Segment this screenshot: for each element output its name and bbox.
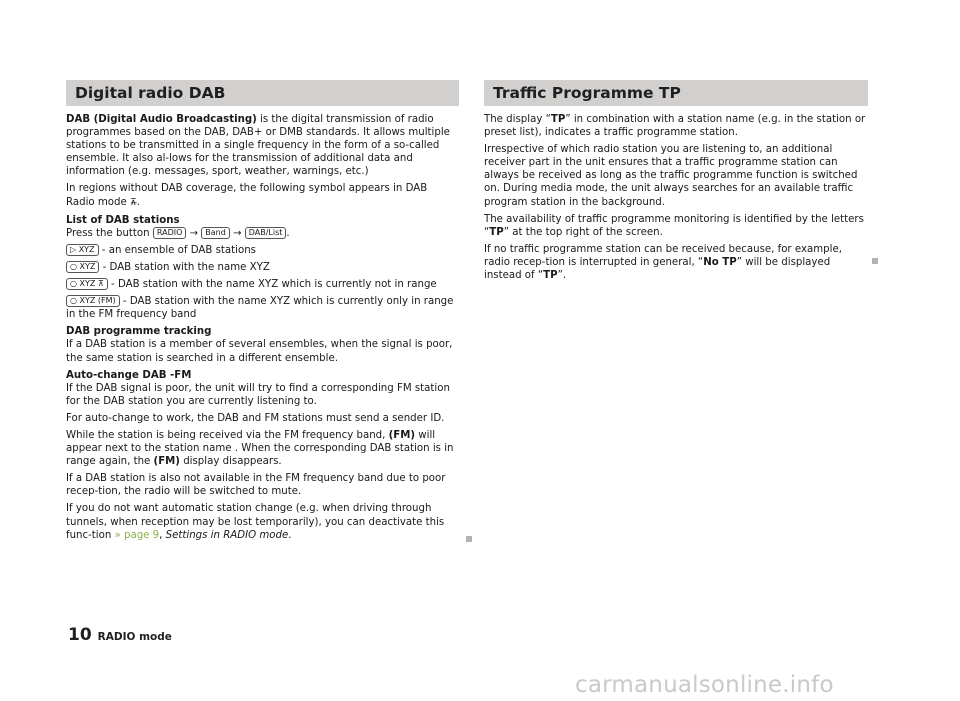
station-icon: ○ <box>70 296 77 306</box>
tp-p4-bold-1: No TP <box>703 256 737 268</box>
fm-text-a: While the station is being received via the FM frequency band, <box>66 429 389 441</box>
right-column <box>484 80 868 286</box>
station-icon: ○ <box>70 261 77 271</box>
sender-text: For auto-change to work, the DAB and FM stations must send a sender ID. <box>66 412 445 424</box>
tp-paragraph-3 <box>484 213 868 239</box>
list-item <box>66 295 459 321</box>
fm-bold: (FM) <box>388 429 416 441</box>
list-item-text: - DAB station with the name XYZ which is currently only in range in the FM frequency band <box>66 296 454 321</box>
tp-paragraph-4 <box>484 243 868 282</box>
list-heading-text: List of DAB stations <box>66 214 180 226</box>
dab-regions <box>66 182 459 209</box>
ensemble-icon: ▷ <box>70 244 77 254</box>
no-signal-icon: ⊼ <box>97 279 104 289</box>
deactivate-text <box>66 502 459 541</box>
fm-text-b: will appear next to the station name . When the corresponding DAB station is in range again, the <box>66 429 454 468</box>
section-title-dab: Digital radio DAB <box>66 80 459 106</box>
tp-p4-c: ”. <box>557 270 567 282</box>
press-instruction <box>66 227 459 240</box>
fm-text-c: display disappears. <box>179 456 282 468</box>
station-key-label: XYZ <box>79 279 96 289</box>
link-separator: , <box>159 529 166 541</box>
tp-paragraph-2: Irrespective of which radio station you are listening to, an additional receiver part in the unit ensures that a traffic programme station can always be received as long as the traffic programme function is switched on. During media mode, the unit always searches for an available traffic program station in the background. <box>484 144 858 208</box>
deactivate-text-body: If you do not want automatic station change (e.g. when driving through tunnels, when reception may be lost temporarily), you can deactivate this func-tion <box>66 503 445 541</box>
list-item <box>66 278 459 291</box>
band-key[interactable]: Band <box>201 227 230 239</box>
tp-p1-a: The display “ <box>484 114 551 125</box>
footer-label: RADIO mode <box>97 631 172 643</box>
mute-text: If a DAB station is also not available in the FM frequency band due to poor recep-tion, the radio will be switched to mute. <box>66 473 446 498</box>
left-column <box>66 80 459 546</box>
dab-intro-bold: DAB (Digital Audio Broadcasting) <box>66 114 257 125</box>
list-item <box>66 261 459 274</box>
ensemble-key-label: XYZ <box>78 244 95 254</box>
ensemble-key <box>66 244 99 256</box>
tp-p4-bold-2: TP <box>543 270 558 282</box>
tracking-text: If a DAB station is a member of several ensembles, when the signal is poor, the same station is searched in a different ensemble. <box>66 339 453 364</box>
section-title-tp: Traffic Programme TP <box>484 80 868 106</box>
page-footer <box>68 625 172 645</box>
no-signal-icon: ⊼̶ <box>130 197 137 208</box>
tp-paragraph-1 <box>484 113 868 139</box>
arrow-icon: → <box>233 227 242 239</box>
station-fm-key <box>66 295 120 307</box>
dab-intro <box>66 113 459 178</box>
autochange-heading-text: Auto-change DAB -FM <box>66 369 192 381</box>
tp-p3-b: ” at the top right of the screen. <box>503 226 663 238</box>
list-item-text: - DAB station with the name XYZ <box>99 261 270 273</box>
fm-text <box>66 429 459 468</box>
fm-bold-2: (FM) <box>153 456 180 468</box>
dab-regions-tail: . <box>136 196 140 208</box>
press-prefix: Press the button <box>66 227 153 239</box>
dab-intro-text: is the digital transmission of radio programmes based on the DAB, DAB+ or DMB standards. It allows multiple stations to be transmitted in a single frequency in the form of a so-called ensemble. It also al-lows for the transmission of additional data and information (e.g. messages, sport, weather, warnings, etc.) <box>66 114 450 178</box>
station-key-label: XYZ (FM) <box>79 296 116 306</box>
station-key-label: XYZ <box>79 261 96 271</box>
tracking-heading <box>66 325 459 338</box>
dab-list-key[interactable]: DAB/List <box>245 227 287 239</box>
page-number: 10 <box>68 625 92 645</box>
tp-p3-bold: TP <box>489 226 504 238</box>
tracking-heading-text: DAB programme tracking <box>66 326 212 338</box>
section-end-marker <box>872 258 878 264</box>
autochange-heading <box>66 369 459 382</box>
page-link[interactable]: » page 9 <box>114 529 160 541</box>
station-icon: ○ <box>70 279 77 289</box>
tp-p4-a: If no traffic programme station can be received because, for example, radio recep-tion is interrupted in general, “ <box>484 243 842 268</box>
tp-p4-b: ” will be displayed instead of “ <box>484 256 831 282</box>
list-heading <box>66 214 459 227</box>
link-title: Settings in RADIO mode <box>165 529 289 541</box>
autochange-text: If the DAB signal is poor, the unit will try to find a corresponding FM station for the DAB station you are currently listening to. <box>66 382 450 407</box>
list-item-text: - an ensemble of DAB stations <box>98 244 256 256</box>
station-out-of-range-key <box>66 278 108 290</box>
list-item-text: - DAB station with the name XYZ which is currently not in range <box>107 279 437 291</box>
link-end: . <box>288 529 292 541</box>
tp-p3-a: The availability of traffic programme monitoring is identified by the letters “ <box>484 213 864 238</box>
dab-regions-text: In regions without DAB coverage, the following symbol appears in DAB Radio mode <box>66 183 428 208</box>
list-item <box>66 244 459 257</box>
section-end-marker <box>466 536 472 542</box>
press-suffix: . <box>286 227 290 239</box>
station-key <box>66 261 99 273</box>
arrow-icon: → <box>189 227 199 239</box>
tp-p1-bold: TP <box>550 114 566 125</box>
radio-key[interactable]: RADIO <box>153 227 187 239</box>
watermark: carmanualsonline.info <box>575 672 834 698</box>
tp-p1-b: ” in combination with a station name (e.g. in the station or preset list), indicates a traffic programme station. <box>484 114 866 139</box>
